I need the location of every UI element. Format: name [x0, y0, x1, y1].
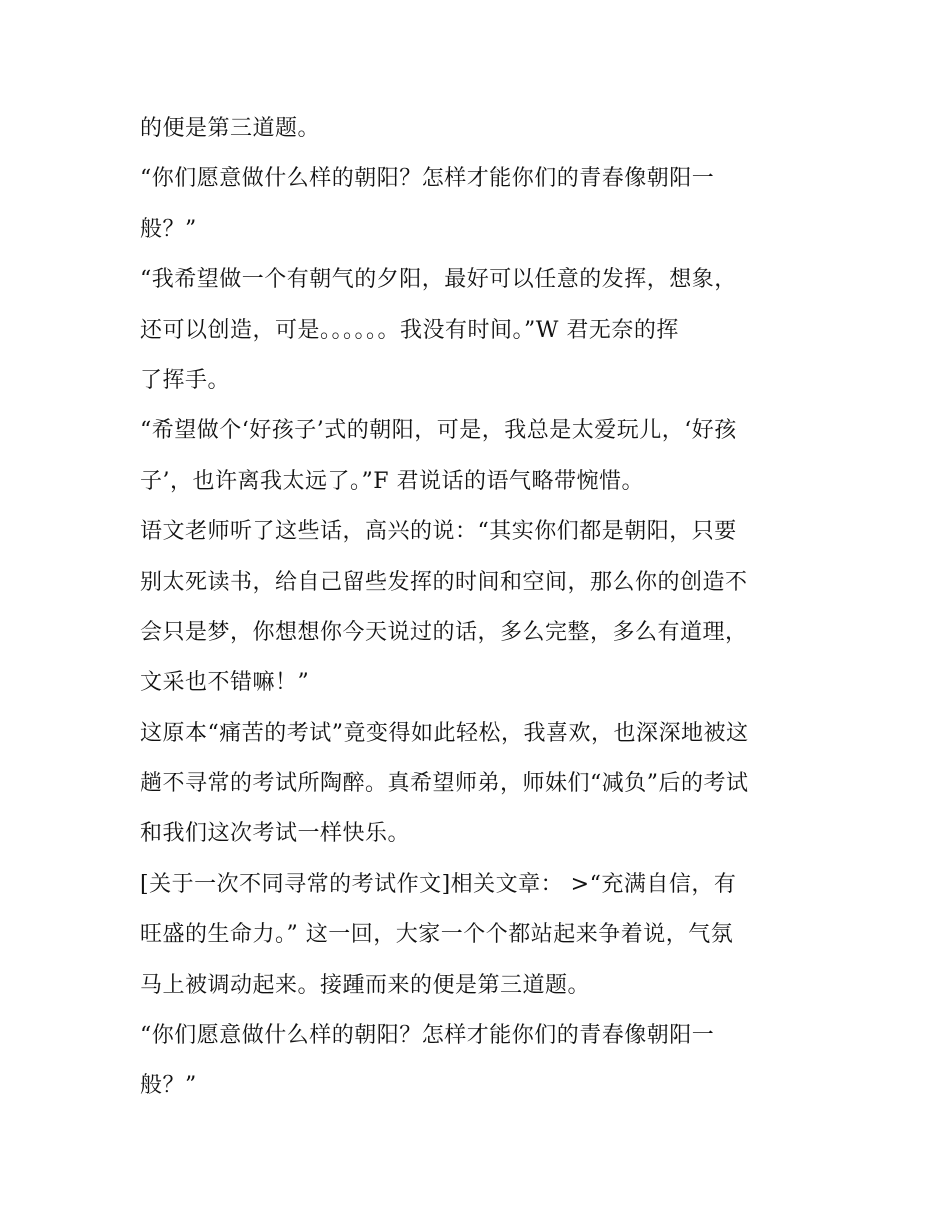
text-line: 马上被调动起来。接踵而来的便是第三道题。 [140, 972, 591, 998]
text-line: 和我们这次考试一样快乐。 [140, 821, 411, 847]
text-line: 别太死读书，给自己留些发挥的时间和空间，那么你的创造不 [140, 569, 748, 595]
text-line: 旺盛的生命力。” 这一回，大家一个个都站起来争着说，气氛 [140, 922, 734, 948]
text-line: 子’，也许离我太远了。”F 君说话的语气略带惋惜。 [140, 468, 644, 494]
text-line: 文采也不错嘛！” [140, 670, 310, 696]
text-line: [关于一次不同寻常的考试作文]相关文章： >“充满自信，有 [140, 871, 737, 897]
text-line: 会只是梦，你想想你今天说过的话，多么完整，多么有道理， [140, 619, 748, 645]
text-line: 般？” [140, 216, 197, 242]
text-line: 趟不寻常的考试所陶醉。真希望师弟，师妹们“减负”后的考试 [140, 771, 749, 797]
text-line: 这原本“痛苦的考试”竟变得如此轻松，我喜欢，也深深地被这 [140, 720, 749, 746]
text-line: 还可以创造，可是。。。。。。我没有时间。”W 君无奈的挥 [140, 317, 679, 343]
text-line: 般？” [140, 1073, 197, 1099]
text-line: “我希望做一个有朝气的夕阳，最好可以任意的发挥，想象， [140, 267, 737, 293]
text-line: 语文老师听了这些话，高兴的说：“其实你们都是朝阳，只要 [140, 519, 737, 545]
text-line: “希望做个‘好孩子’式的朝阳，可是，我总是太爱玩儿，‘好孩 [140, 418, 737, 444]
document-text-body [140, 104, 820, 1112]
text-line: “你们愿意做什么样的朝阳？怎样才能你们的青春像朝阳一 [140, 1023, 715, 1049]
text-line: 了挥手。 [140, 367, 231, 393]
text-line: “你们愿意做什么样的朝阳？怎样才能你们的青春像朝阳一 [140, 166, 715, 192]
text-line: 的便是第三道题。 [140, 116, 321, 141]
